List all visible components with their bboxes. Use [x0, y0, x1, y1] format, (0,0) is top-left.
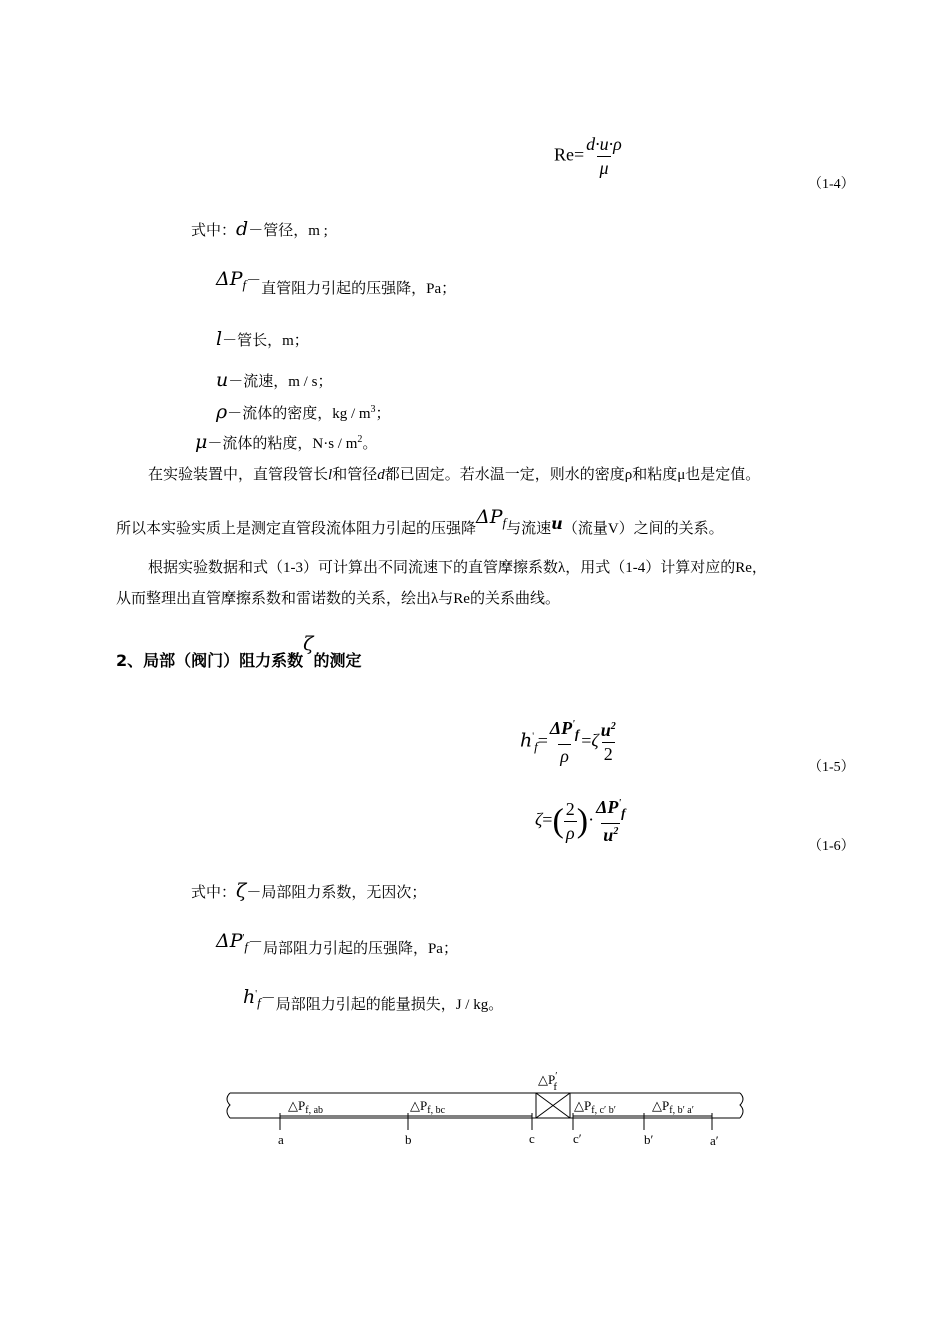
eq16-den2-text: u [603, 824, 614, 845]
eq15-num-text: ΔP [549, 718, 573, 738]
eq15-num2-text: u [600, 719, 611, 740]
eq15-num [548, 718, 581, 744]
eq15-equals: = [537, 730, 548, 751]
eq15-num2 [599, 720, 618, 742]
defs2-dp-symbol: ΔP [216, 930, 243, 952]
paragraph-2 [116, 506, 724, 537]
eq16-left-paren: ( [552, 802, 564, 840]
para1-c: 都已固定。若水温一定，则水的密度ρ和粘度μ也是定值。 [384, 467, 761, 483]
eq14-denominator: μ [599, 158, 609, 178]
para2-a: 所以本实验实质上是测定直管段流体阻力引起的压强降 [116, 521, 477, 537]
eq15-fraction-2 [599, 720, 618, 765]
para1-d: d [377, 467, 385, 483]
segment-cb-label: $\triangle P_{f, c' b'}$ [574, 1098, 616, 1116]
dash: － [207, 436, 223, 452]
dash: － [228, 374, 244, 390]
eq14-equals: = [574, 144, 585, 165]
def-mu-exp: 2 [357, 434, 363, 445]
def-delta-p [216, 268, 457, 297]
para1-b: 和管径 [332, 467, 378, 483]
def-dp-sub: f [242, 277, 247, 292]
para2-dp: ΔP [476, 506, 503, 528]
def-prefix: 式中： [191, 223, 237, 239]
dash: － [227, 406, 243, 422]
para2-sub: f [502, 515, 507, 530]
def-d-text: 管径，m ; [263, 223, 328, 239]
para1-l: l [328, 467, 333, 483]
def-rho-symbol: ρ [216, 401, 228, 423]
equation-1-6 [535, 797, 628, 846]
eq16-den2 [601, 823, 620, 846]
eq16-fraction-2 [594, 797, 627, 846]
defs2-dp-text: 局部阻力引起的压强降，Pa； [262, 941, 458, 957]
dash: － [246, 273, 262, 289]
def-mu-end: 。 [362, 436, 378, 452]
eq16-num2-text: ΔP [596, 797, 619, 817]
para2-c: （流量V）之间的关系。 [562, 521, 724, 537]
eq15-fraction-1 [548, 718, 581, 767]
heading2-a: 2、局部（阀门）阻力系数 [116, 651, 304, 670]
para2-u: u [551, 514, 563, 533]
point-a: a [278, 1132, 284, 1147]
eq16-zeta: ζ [535, 809, 543, 830]
dash: － [222, 333, 238, 349]
eq14-lhs: Re [554, 144, 574, 165]
defs2-zeta-symbol: ζ [236, 880, 247, 902]
point-c-prime: c′ [573, 1131, 582, 1146]
eq15-number: （1-5） [808, 760, 855, 775]
segment-ba-label: $\triangle P_{f, b' a'}$ [652, 1098, 694, 1116]
eq16-fraction-1 [564, 799, 577, 844]
dash: － [246, 885, 262, 901]
def-d [191, 218, 328, 240]
def-delta-p-prime [216, 930, 458, 955]
defs2-dp-prime: ' [242, 933, 245, 944]
defs2-h-symbol: h [243, 986, 256, 1008]
def-rho [216, 401, 391, 423]
defs2-h-sub: f [257, 995, 261, 1010]
eq15-num-sub: f [574, 726, 580, 742]
eq16-num: 2 [565, 798, 575, 819]
def-l-text: 管长，m； [237, 333, 309, 349]
def-u-text: 流速，m / s； [243, 374, 333, 390]
defs2-prefix: 式中： [191, 885, 237, 901]
paragraph-3-line-1: 根据实验数据和式（1-3）可计算出不同流速下的直管摩擦系数λ，用式（1-4）计算对应的Re， [148, 560, 767, 576]
point-b: b [405, 1132, 412, 1147]
eq15-zeta: ζ [591, 730, 599, 751]
point-a-prime: a′ [710, 1133, 719, 1148]
pipe-left-break [227, 1093, 230, 1118]
para2-b: 与流速 [506, 521, 552, 537]
eq15-den2: 2 [603, 743, 613, 764]
equation-1-5 [520, 718, 618, 767]
def-u-symbol: u [216, 369, 229, 391]
eq16-den2-exp: 2 [613, 825, 619, 837]
eq15-equals-2: = [581, 730, 592, 751]
point-c: c [529, 1131, 535, 1146]
equation-1-4 [554, 134, 624, 179]
eq14-fraction [584, 134, 624, 179]
paragraph-3-line-2: 从而整理出直管摩擦系数和雷诺数的关系，绘出λ与Re的关系曲线。 [116, 591, 560, 607]
heading2-zeta: ζ [303, 633, 314, 655]
eq15-num-prime: ' [572, 719, 575, 730]
para1-a: 在实验装置中，直管段管长 [148, 467, 329, 483]
dash: － [247, 935, 263, 951]
def-rho-end: ； [375, 406, 391, 422]
def-mu-text: 流体的粘度，N·s / m [222, 436, 358, 452]
point-b-prime: b′ [644, 1132, 654, 1147]
def-zeta [191, 880, 426, 902]
segment-bc-label: $\triangle P_{f, bc}$ [410, 1098, 446, 1116]
dash: － [248, 223, 264, 239]
def-h-prime [243, 986, 503, 1011]
def-mu-symbol: μ [195, 431, 208, 453]
def-mu [195, 431, 377, 453]
def-rho-exp: 3 [370, 404, 376, 415]
paragraph-1 [148, 463, 760, 484]
defs2-zeta-text: 局部阻力系数，无因次； [261, 885, 427, 901]
eq16-num2-sub: f [621, 805, 626, 821]
def-l [216, 328, 309, 350]
def-u [216, 369, 332, 391]
valve-pressure-label: △P′ f [538, 1071, 558, 1093]
eq16-right-paren: ) [576, 802, 589, 840]
pipe-right-break [740, 1093, 743, 1118]
def-rho-text: 流体的密度，kg / m [242, 406, 371, 422]
segment-ab-label: $\triangle P_{f, ab}$ [288, 1098, 324, 1116]
eq16-num2-prime: ' [618, 798, 622, 809]
eq16-number: （1-6） [808, 839, 855, 854]
section-heading-2 [116, 632, 362, 670]
eq14-number: （1-4） [808, 177, 855, 192]
eq15-den: ρ [560, 745, 569, 766]
def-d-symbol: d [236, 218, 249, 240]
heading2-b: 的测定 [313, 651, 362, 670]
defs2-h-text: 局部阻力引起的能量损失，J / kg。 [275, 997, 504, 1013]
eq15-prime: ' [532, 731, 535, 743]
eq15-num2-exp: 2 [610, 720, 616, 732]
defs2-h-prime: ' [255, 989, 258, 1000]
pipe-resistance-diagram [220, 1062, 760, 1157]
eq15-h: h [520, 729, 533, 752]
defs2-dp-sub: f [244, 939, 248, 954]
eq16-dot: · [588, 809, 595, 830]
eq16-equals: = [542, 809, 553, 830]
def-dp-symbol: ΔP [216, 268, 243, 290]
dash: － [260, 991, 276, 1007]
def-l-symbol: l [216, 328, 223, 350]
eq15-sub: f [534, 739, 538, 755]
eq16-num2 [594, 797, 627, 823]
eq14-numerator: d·u·ρ [586, 134, 622, 154]
def-dp-text: 直管阻力引起的压强降，Pa； [261, 281, 457, 297]
eq16-den: ρ [565, 822, 575, 843]
